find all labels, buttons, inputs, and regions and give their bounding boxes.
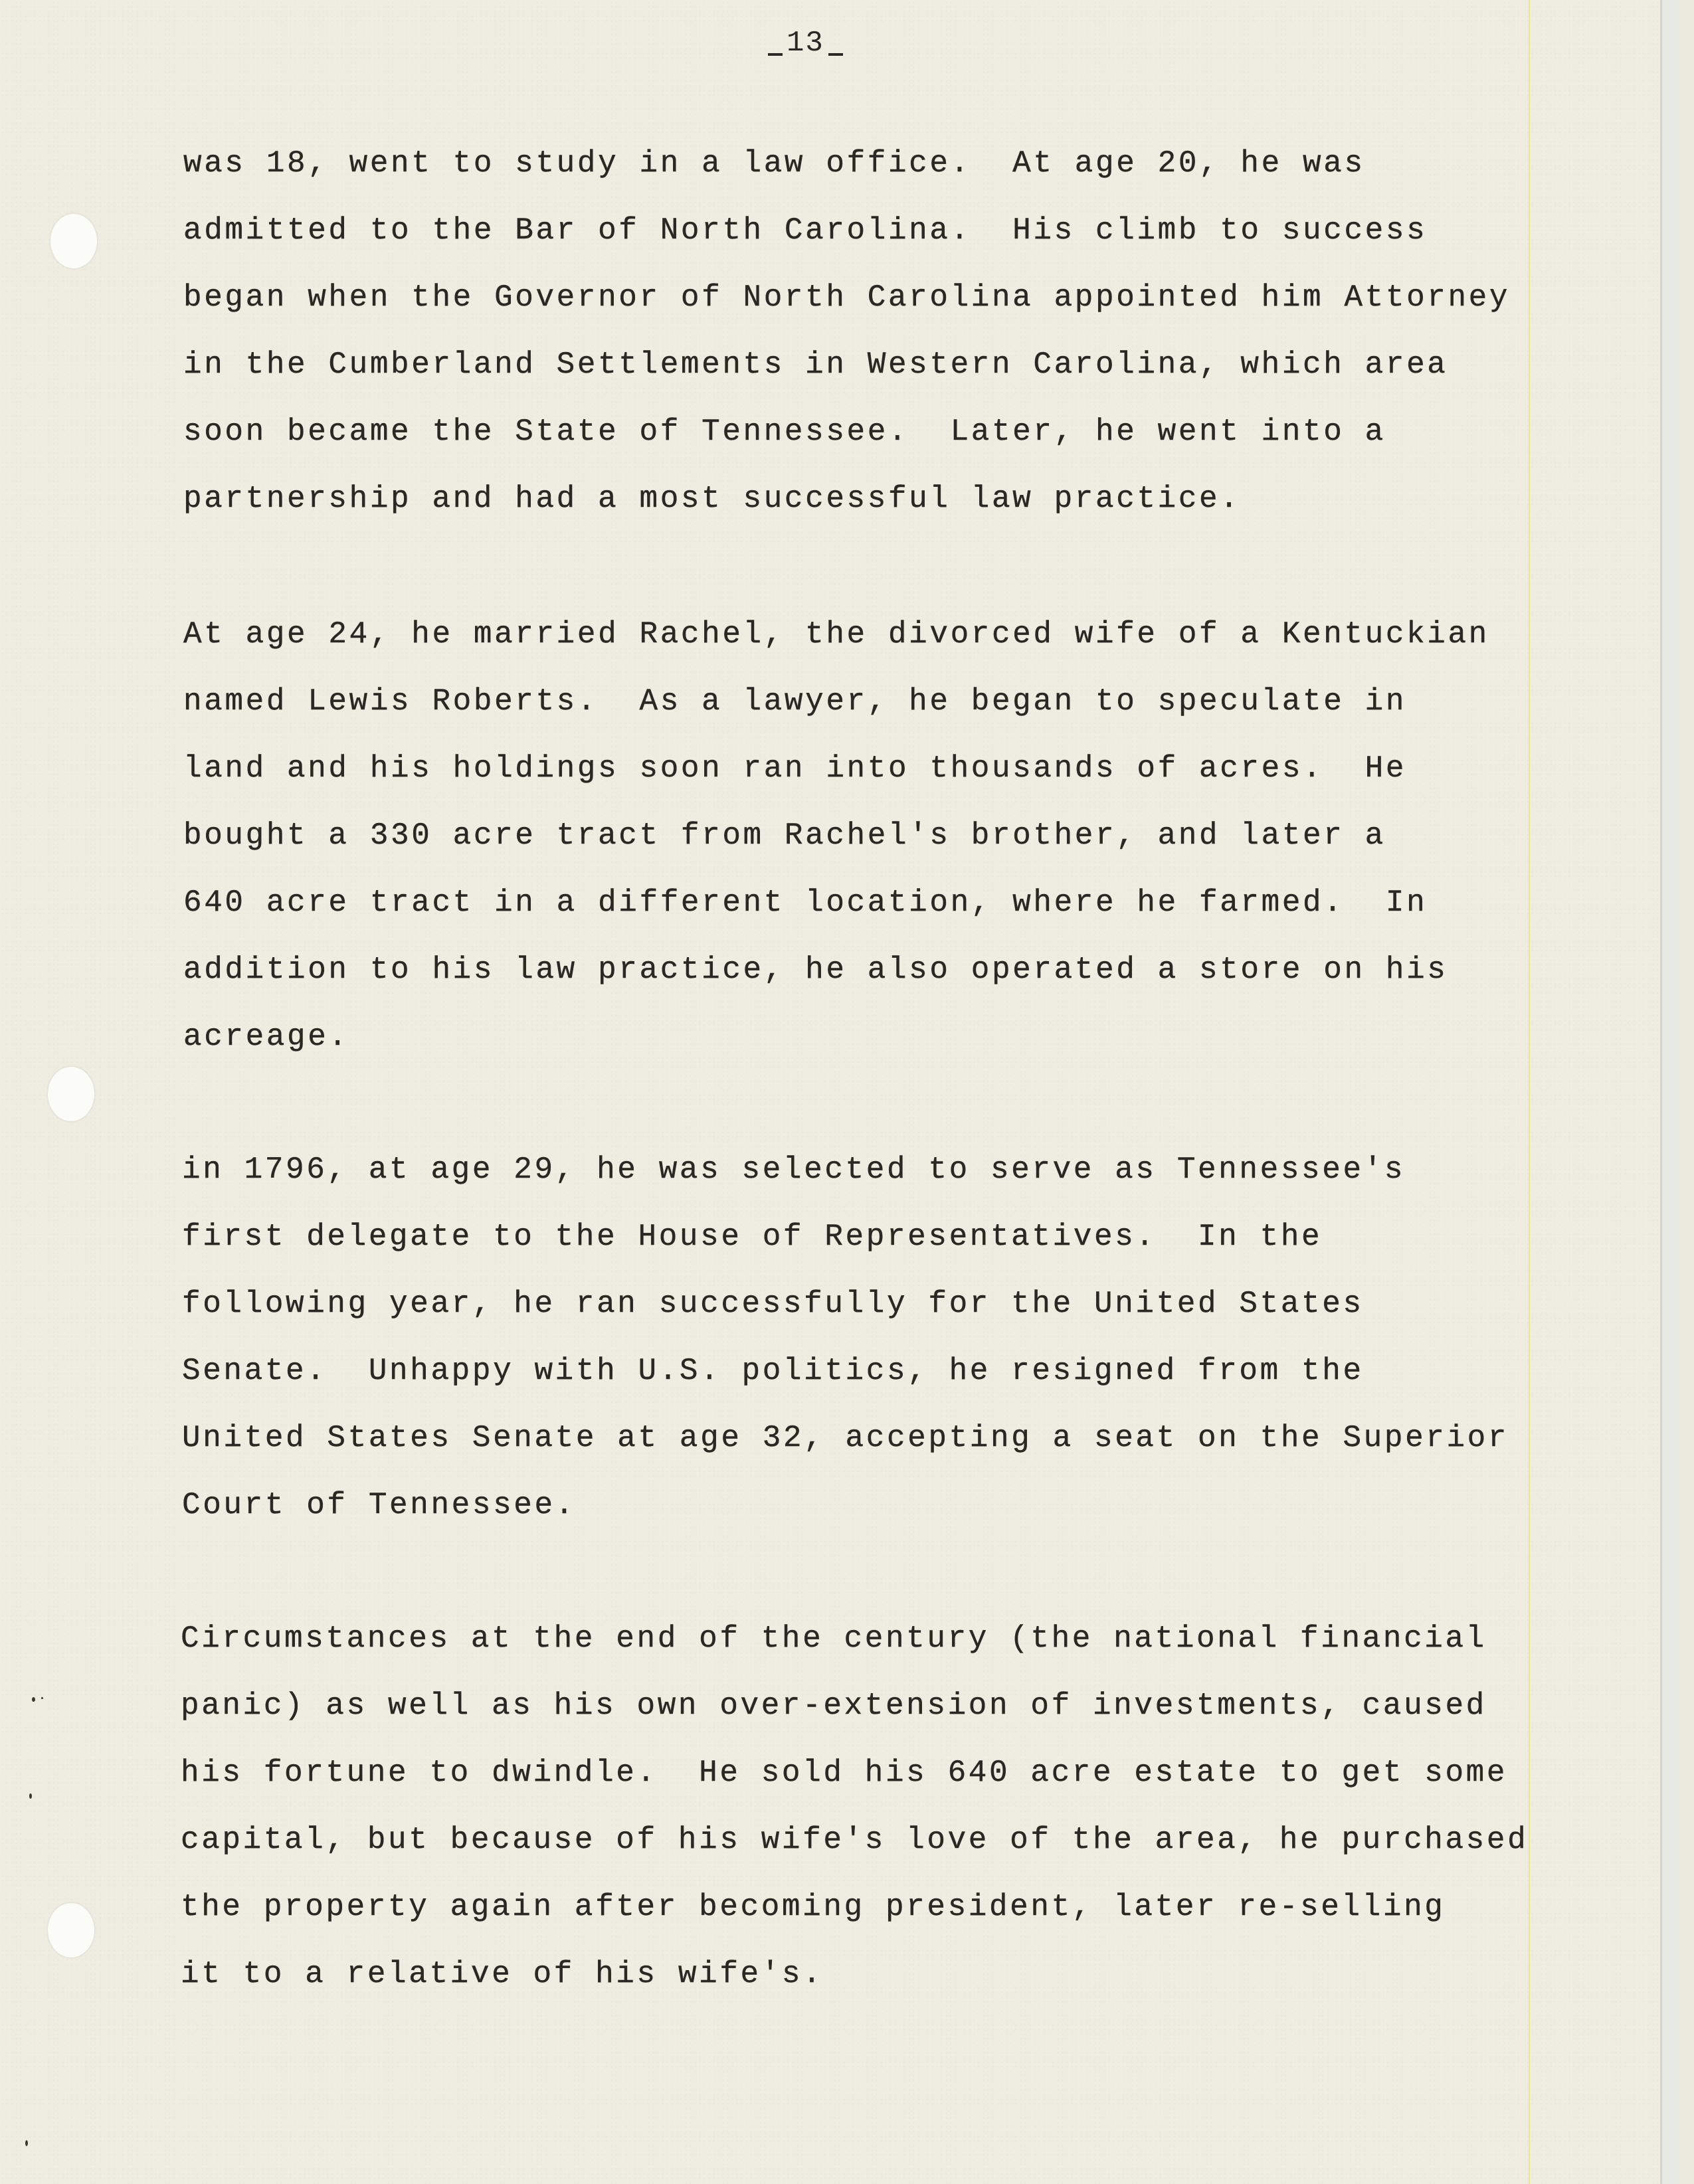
punch-hole xyxy=(50,214,97,268)
page-number-dash-right xyxy=(828,53,843,56)
page-number xyxy=(764,27,847,60)
text-line: it to a relative of his wife's. xyxy=(181,1957,824,1991)
text-line: bought a 330 acre tract from Rachel's brother, and later a xyxy=(183,818,1386,853)
page-number-value: 13 xyxy=(787,27,824,60)
text-line: addition to his law practice, he also operated a store on his xyxy=(183,953,1448,987)
text-line: acreage. xyxy=(183,1020,349,1054)
text-line: Senate. Unhappy with U.S. politics, he resigned from the xyxy=(182,1354,1364,1388)
text-line: Circumstances at the end of the century (the national financial xyxy=(181,1621,1487,1656)
ink-speck xyxy=(32,1697,35,1702)
text-line: was 18, went to study in a law office. At age 20, he was xyxy=(183,146,1365,181)
ink-speck xyxy=(25,2140,28,2146)
text-line: in 1796, at age 29, he was selected to serve as Tennessee's xyxy=(182,1152,1406,1187)
page-edge xyxy=(1660,0,1678,2184)
page-number-dash-left xyxy=(768,53,783,56)
text-line: admitted to the Bar of North Carolina. His climb to success xyxy=(183,213,1428,248)
text-line: panic) as well as his own over-extension of investments, caused xyxy=(181,1688,1487,1723)
paragraph-fortune-dwindle xyxy=(181,1605,1529,2008)
punch-hole xyxy=(48,1903,94,1957)
ink-speck xyxy=(29,1793,32,1799)
text-line: At age 24, he married Rachel, the divorced wife of a Kentuckian xyxy=(183,617,1489,652)
paragraph-marriage-land xyxy=(183,601,1525,1071)
margin-line xyxy=(1529,0,1530,2184)
text-line: following year, he ran successfully for the United States xyxy=(182,1287,1364,1321)
text-line: first delegate to the House of Representatives. In the xyxy=(182,1220,1323,1254)
text-line: United States Senate at age 32, accepting a seat on the Superior xyxy=(182,1421,1509,1455)
punch-hole xyxy=(48,1067,94,1121)
text-line: land and his holdings soon ran into thousands of acres. He xyxy=(183,751,1407,786)
text-line: 640 acre tract in a different location, where he farmed. In xyxy=(183,885,1428,920)
text-line: Court of Tennessee. xyxy=(182,1488,576,1522)
text-line: in the Cumberland Settlements in Western Carolina, which area xyxy=(183,347,1448,382)
text-line: named Lewis Roberts. As a lawyer, he began to speculate in xyxy=(183,684,1407,719)
ink-speck xyxy=(41,1697,43,1699)
paragraph-political-career xyxy=(182,1137,1524,1539)
text-line: capital, but because of his wife's love of the area, he purchased xyxy=(181,1823,1529,1857)
text-line: his fortune to dwindle. He sold his 640 acre estate to get some xyxy=(181,1756,1508,1790)
text-line: the property again after becoming president, later re-selling xyxy=(181,1890,1446,1924)
paragraph-early-career xyxy=(183,130,1525,533)
text-line: soon became the State of Tennessee. Later, he went into a xyxy=(183,414,1386,449)
text-line: partnership and had a most successful law practice. xyxy=(183,482,1241,516)
text-line: began when the Governor of North Carolina appointed him Attorney xyxy=(183,280,1511,315)
